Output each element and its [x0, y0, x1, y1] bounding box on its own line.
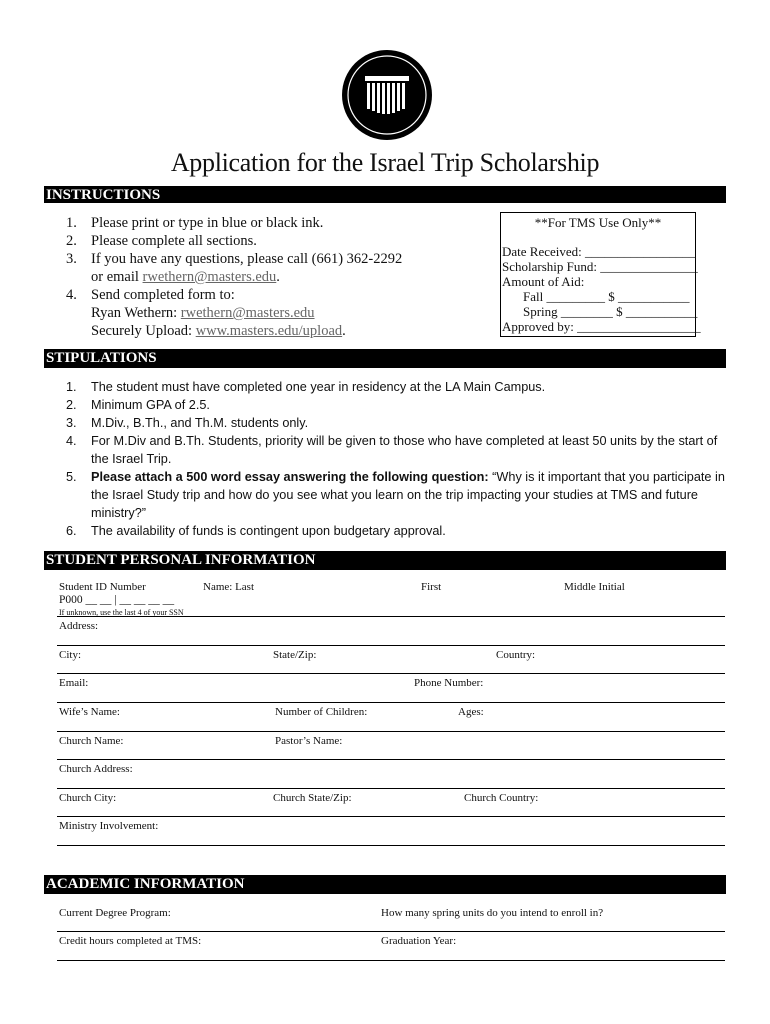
divider	[57, 788, 725, 789]
divider	[57, 645, 725, 646]
divider	[57, 731, 725, 732]
ssn-note: If unknown, use the last 4 of your SSN	[59, 608, 184, 617]
last-name-label: Name: Last	[203, 581, 255, 593]
instruction-item: 3. If you have any questions, please call (661) 362-2292 or email rwethern@masters.edu.	[66, 251, 403, 285]
approved-by-field[interactable]: Approved by: ___________________	[502, 319, 701, 334]
spring-units-field[interactable]: How many spring units do you intend to enroll in?	[381, 907, 604, 919]
spring-field[interactable]: Spring ________ $ ___________	[523, 304, 698, 319]
middle-initial-label: Middle Initial	[564, 581, 625, 593]
tms-box-heading: **For TMS Use Only**	[534, 215, 662, 230]
date-received-field[interactable]: Date Received: _________________	[502, 244, 696, 259]
email-link[interactable]: rwethern@masters.edu	[142, 269, 277, 285]
country-field[interactable]: Country:	[496, 649, 536, 661]
stipulation-item: 2. Minimum GPA of 2.5.	[66, 398, 210, 412]
stipulation-item: 1. The student must have completed one year in residency at the LA Main Campus.	[66, 380, 546, 394]
stipulations-list	[66, 378, 726, 540]
tms-use-only-box	[500, 212, 701, 337]
degree-program-field[interactable]: Current Degree Program:	[59, 907, 171, 919]
page-title: Application for the Israel Trip Scholarship	[170, 148, 600, 177]
fall-field[interactable]: Fall _________ $ ___________	[523, 289, 690, 304]
section-header-academic: ACADEMIC INFORMATION	[44, 875, 726, 894]
church-state-zip-field[interactable]: Church State/Zip:	[273, 792, 352, 804]
ministry-involvement-field[interactable]: Ministry Involvement:	[59, 820, 159, 832]
divider	[57, 759, 725, 760]
address-field[interactable]: Address:	[59, 620, 99, 632]
church-name-field[interactable]: Church Name:	[59, 735, 124, 747]
phone-number-field[interactable]: Phone Number:	[414, 677, 484, 689]
church-city-field[interactable]: Church City:	[59, 792, 117, 804]
divider	[57, 816, 725, 817]
instruction-item: 2. Please complete all sections.	[66, 233, 257, 249]
scholarship-fund-field[interactable]: Scholarship Fund: _______________	[502, 259, 698, 274]
church-country-field[interactable]: Church Country:	[464, 792, 539, 804]
student-id-field[interactable]: P000 __ __ | __ __ __ __	[59, 594, 175, 606]
student-id-label: Student ID Number	[59, 581, 146, 593]
stipulation-item: 3. M.Div., B.Th., and Th.M. students only.	[66, 416, 309, 430]
stipulation-item: 4. For M.Div and B.Th. Students, priority will be given to those who have completed at least 50 units by the start of the Israel Trip.	[66, 434, 718, 466]
church-address-field[interactable]: Church Address:	[59, 763, 133, 775]
upload-link[interactable]: www.masters.edu/upload	[195, 323, 343, 339]
section-header-stipulations: STIPULATIONS	[44, 349, 726, 368]
pastor-name-field[interactable]: Pastor’s Name:	[275, 735, 343, 747]
ages-field[interactable]: Ages:	[458, 706, 484, 718]
state-zip-field[interactable]: State/Zip:	[273, 649, 317, 661]
stipulation-item: 5. Please attach a 500 word essay answering the following question: “Why is it important that you participate in the Israel Study trip and how do you see what you learn on the trip impacting your studies at TMS and future ministry?”	[66, 470, 725, 520]
instruction-item: 4. Send completed form to: Ryan Wethern: rwethern@masters.edu Securely Upload: www.masters.edu/upload.	[66, 287, 346, 339]
city-field[interactable]: City:	[59, 649, 82, 661]
divider	[57, 616, 725, 617]
divider	[57, 702, 725, 703]
first-name-label: First	[421, 581, 442, 593]
children-count-field[interactable]: Number of Children:	[275, 706, 368, 718]
instructions-list	[66, 214, 402, 340]
divider	[57, 960, 725, 961]
section-header-instructions: INSTRUCTIONS	[44, 186, 726, 203]
email-link-2[interactable]: rwethern@masters.edu	[180, 305, 315, 321]
email-field[interactable]: Email:	[59, 677, 89, 689]
section-header-personal: STUDENT PERSONAL INFORMATION	[44, 551, 726, 570]
divider	[57, 931, 725, 932]
divider	[57, 673, 725, 674]
stipulation-item: 6. The availability of funds is contingent upon budgetary approval.	[66, 524, 446, 538]
instruction-item: 1. Please print or type in blue or black ink.	[66, 215, 324, 231]
seminary-logo	[341, 49, 433, 141]
graduation-year-field[interactable]: Graduation Year:	[381, 935, 457, 947]
wife-name-field[interactable]: Wife’s Name:	[59, 706, 120, 718]
credit-hours-field[interactable]: Credit hours completed at TMS:	[59, 935, 202, 947]
amount-of-aid-label: Amount of Aid:	[502, 274, 585, 289]
divider	[57, 845, 725, 846]
